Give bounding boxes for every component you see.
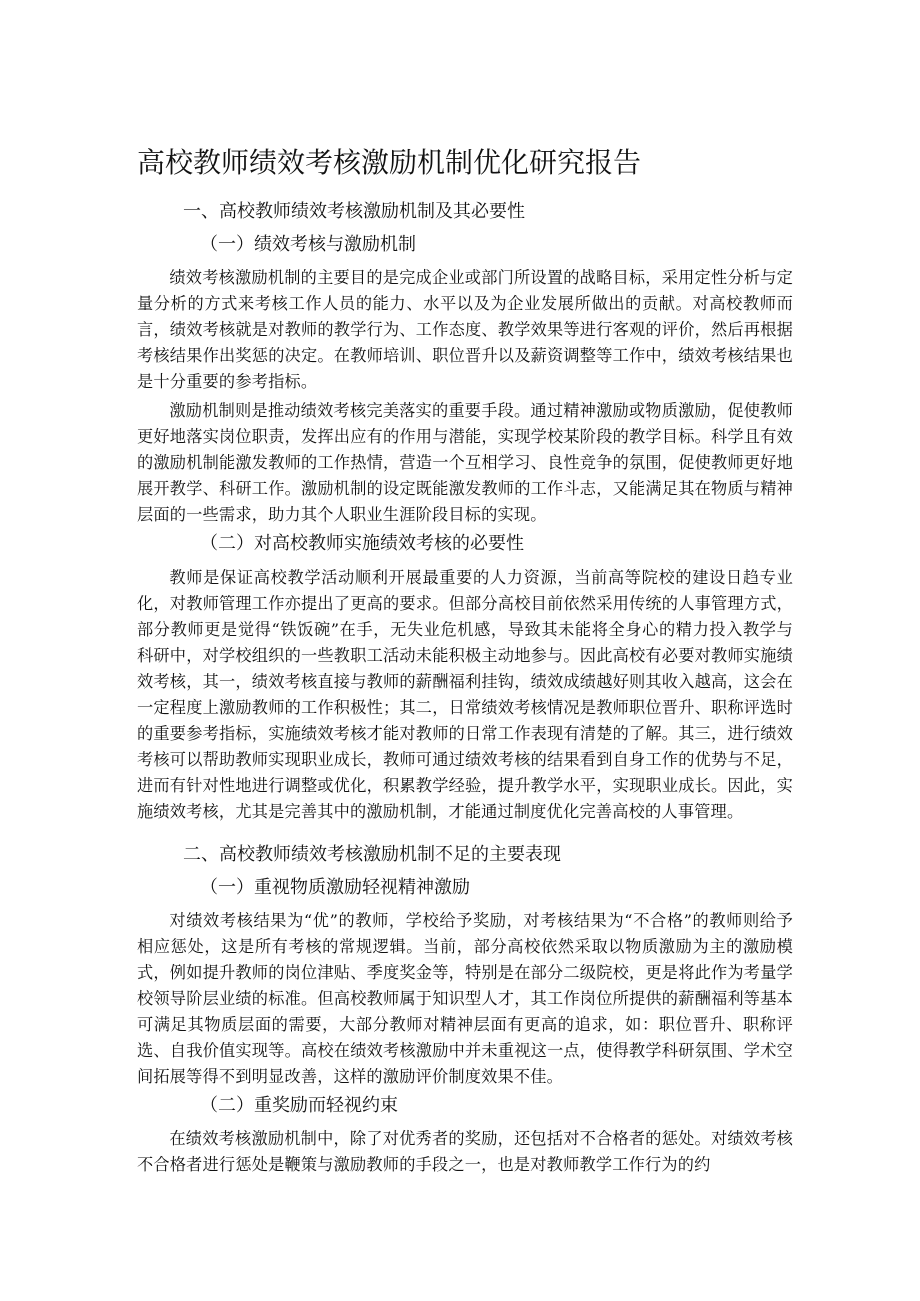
section-2-1-heading: （一）重视物质激励轻视精神激励 [200,877,470,898]
section-1-1-paragraph-1: 绩效考核激励机制的主要目的是完成企业或部门所设置的战略目标，采用定性分析与定量分析的方式来考核工作人员的能力、水平以及为企业发展所做出的贡献。对高校教师而言，绩效考核就是对教师的教学行为、工作态度、教学效果等进行客观的评价，然后再根据考核结果作出奖惩的决定。在教师培训、职位晋升以及薪资调整等工作中，绩效考核结果也是十分重要的参考指标。 [137,268,793,391]
section-2-1-paragraph-1: 对绩效考核结果为“优”的教师，学校给予奖励，对考核结果为“不合格”的教师则给予相应惩处，这是所有考核的常规逻辑。当前，部分高校依然采取以物质激励为主的激励模式，例如提升教师的岗位津贴、季度奖金等，特别是在部分二级院校，更是将此作为考量学校领导阶层业绩的标准。但高校教师属于知识型人才，其工作岗位所提供的薪酬福利等基本可满足其物质层面的需要，大部分教师对精神层面有更高的追求，如：职位晋升、职称评选、自我价值实现等。高校在绩效考核激励中并未重视这一点，使得教学科研氛围、学术空间拓展等得不到明显改善，这样的激励评价制度效果不佳。 [137,911,793,1086]
section-1-heading: 一、高校教师绩效考核激励机制及其必要性 [183,201,525,222]
section-1-1-paragraph-2: 激励机制则是推动绩效考核完美落实的重要手段。通过精神激励或物质激励，促使教师更好地落实岗位职责，发挥出应有的作用与潜能，实现学校某阶段的教学目标。科学且有效的激励机制能激发教师的工作热情，营造一个互相学习、良性竞争的氛围，促使教师更好地展开教学、科研工作。激励机制的设定既能激发教师的工作斗志，又能满足其在物质与精神层面的一些需求，助力其个人职业生涯阶段目标的实现。 [137,401,793,524]
page-title: 高校教师绩效考核激励机制优化研究报告 [137,146,642,179]
section-2-heading: 二、高校教师绩效考核激励机制不足的主要表现 [183,844,561,865]
section-2-2-paragraph-1: 在绩效考核激励机制中，除了对优秀者的奖励，还包括对不合格者的惩处。对绩效考核不合格者进行惩处是鞭策与激励教师的手段之一，也是对教师教学工作行为的约 [137,1129,793,1174]
section-1-2-paragraph-1: 教师是保证高校教学活动顺利开展最重要的人力资源，当前高等院校的建设日趋专业化，对教师管理工作亦提出了更高的要求。但部分高校目前依然采用传统的人事管理方式，部分教师更是觉得“铁饭碗”在手，无失业危机感，导致其未能将全身心的精力投入教学与科研中，对学校组织的一些教职工活动未能积极主动地参与。因此高校有必要对教师实施绩效考核，其一，绩效考核直接与教师的薪酬福利挂钩，绩效成绩越好则其收入越高，这会在一定程度上激励教师的工作积极性；其二，日常绩效考核情况是教师职位晋升、职称评选时的重要参考指标，实施绩效考核才能对教师的日常工作表现有清楚的了解。其三，进行绩效考核可以帮助教师实现职业成长，教师可通过绩效考核的结果看到自身工作的优势与不足，进而有针对性地进行调整或优化，积累教学经验，提升教学水平，实现职业成长。因此，实施绩效考核，尤其是完善其中的激励机制，才能通过制度优化完善高校的人事管理。 [137,568,793,821]
section-2-2-heading: （二）重奖励而轻视约束 [200,1095,398,1116]
section-1-2-heading: （二）对高校教师实施绩效考核的必要性 [200,533,524,554]
section-1-1-heading: （一）绩效考核与激励机制 [200,234,416,255]
